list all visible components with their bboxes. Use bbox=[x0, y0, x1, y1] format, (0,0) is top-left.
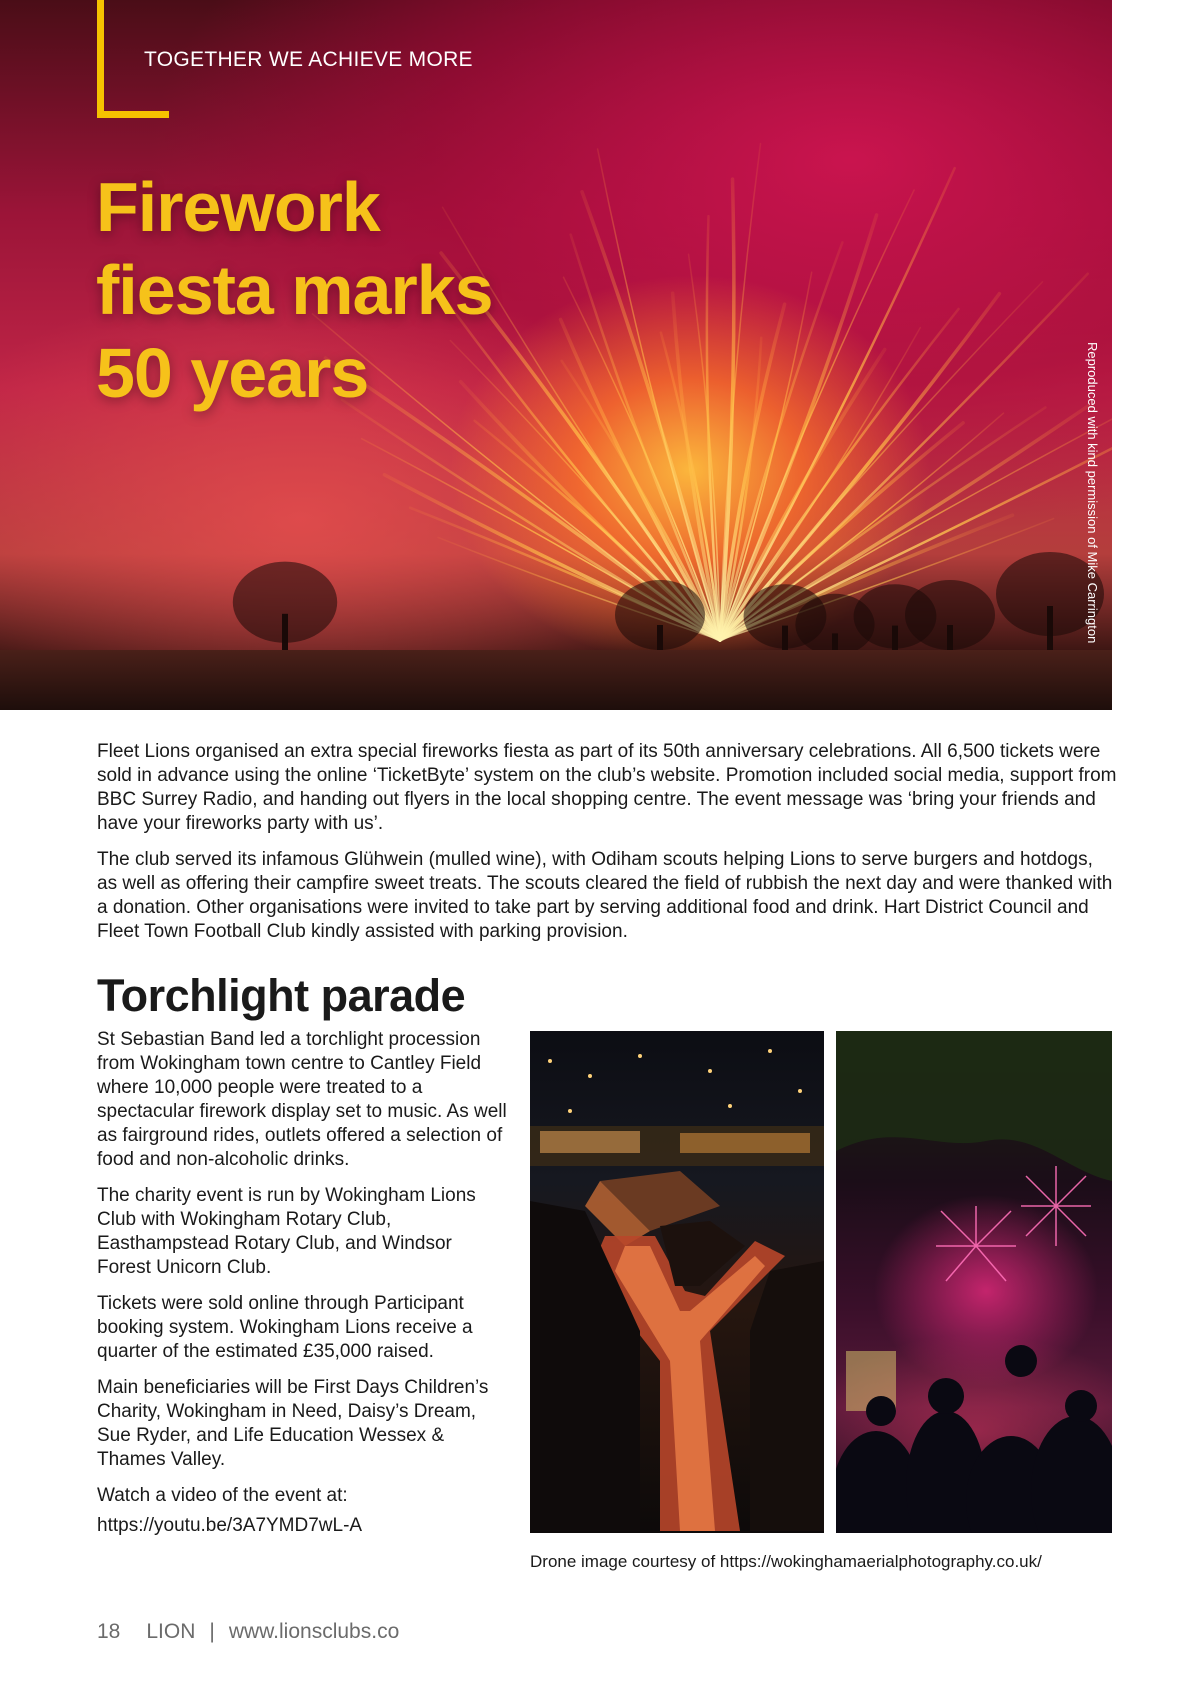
video-link[interactable]: https://youtu.be/3A7YMD7wL-A bbox=[97, 1515, 363, 1536]
section-heading: Torchlight parade bbox=[97, 970, 466, 1021]
paragraph: The charity event is run by Wokingham Lions Club with Wokingham Rotary Club, Easthampstead Rotary Club, and Windsor Forest Unicorn Club. bbox=[97, 1185, 476, 1278]
page-footer bbox=[97, 1620, 399, 1644]
torchlight-article bbox=[97, 1028, 507, 1550]
website-link[interactable]: www.lionsclubs.co bbox=[228, 1620, 400, 1643]
title-line: Firework bbox=[96, 168, 380, 246]
tree-crown bbox=[233, 562, 337, 643]
photo-caption: Drone image courtesy of https://wokinghamaerialphotography.co.uk/ bbox=[530, 1552, 1042, 1571]
photo-credit: Reproduced with kind permission of Mike Carrington bbox=[1085, 342, 1100, 644]
fireworks-crowd-icon bbox=[836, 1031, 1112, 1533]
intro-article bbox=[97, 740, 1117, 956]
paragraph: The club served its infamous Glühwein (mulled wine), with Odiham scouts helping Lions to serve burgers and hotdogs, as well as offering their campfire sweet treats. The scouts cleared the field of rubbish the next day and were thanked with a donation. Other organisations were invited to take part by serving additional food and drink. Hart District Council and Fleet Town Football Club kindly assisted with parking provision. bbox=[97, 849, 1113, 942]
paragraph: St Sebastian Band led a torchlight procession from Wokingham town centre to Cantley Field where 10,000 people were treated to a spectacular firework display set to music. As well as fairground rides, outlets offered a selection of food and non-alcoholic drinks. bbox=[97, 1029, 507, 1170]
paragraph: Fleet Lions organised an extra special fireworks fiesta as part of its 50th anniversary celebrations. All 6,500 tickets were sold in advance using the online ‘TicketByte’ system on the club’s website. Promotion included social media, support from BBC Surrey Radio, and handing out flyers in the local shopping centre. The event message was ‘bring your friends and have your fireworks party with us’. bbox=[97, 741, 1117, 834]
hero-image bbox=[0, 0, 1112, 710]
crowd-fireworks-photo bbox=[836, 1031, 1112, 1533]
title-line: fiesta marks bbox=[96, 251, 493, 329]
section-kicker: TOGETHER WE ACHIEVE MORE bbox=[144, 48, 473, 71]
tree-crown bbox=[615, 580, 705, 650]
page-title bbox=[96, 166, 656, 415]
paragraph: Main beneficiaries will be First Days Children’s Charity, Wokingham in Need, Daisy’s Dream, Sue Ryder, and Life Education Wessex & Thames Valley. bbox=[97, 1377, 489, 1470]
paragraph: Tickets were sold online through Participant booking system. Wokingham Lions receive a quarter of the estimated £35,000 raised. bbox=[97, 1293, 473, 1362]
page-number: 18 bbox=[97, 1620, 121, 1643]
aerial-town-icon bbox=[530, 1031, 824, 1533]
drone-procession-photo bbox=[530, 1031, 824, 1533]
title-line: 50 years bbox=[96, 334, 369, 412]
paragraph: Watch a video of the event at: bbox=[97, 1485, 348, 1506]
footer-separator: | bbox=[209, 1620, 215, 1643]
field-ground bbox=[0, 650, 1112, 710]
magazine-name: LION bbox=[146, 1620, 196, 1643]
tree-crown bbox=[905, 580, 995, 650]
